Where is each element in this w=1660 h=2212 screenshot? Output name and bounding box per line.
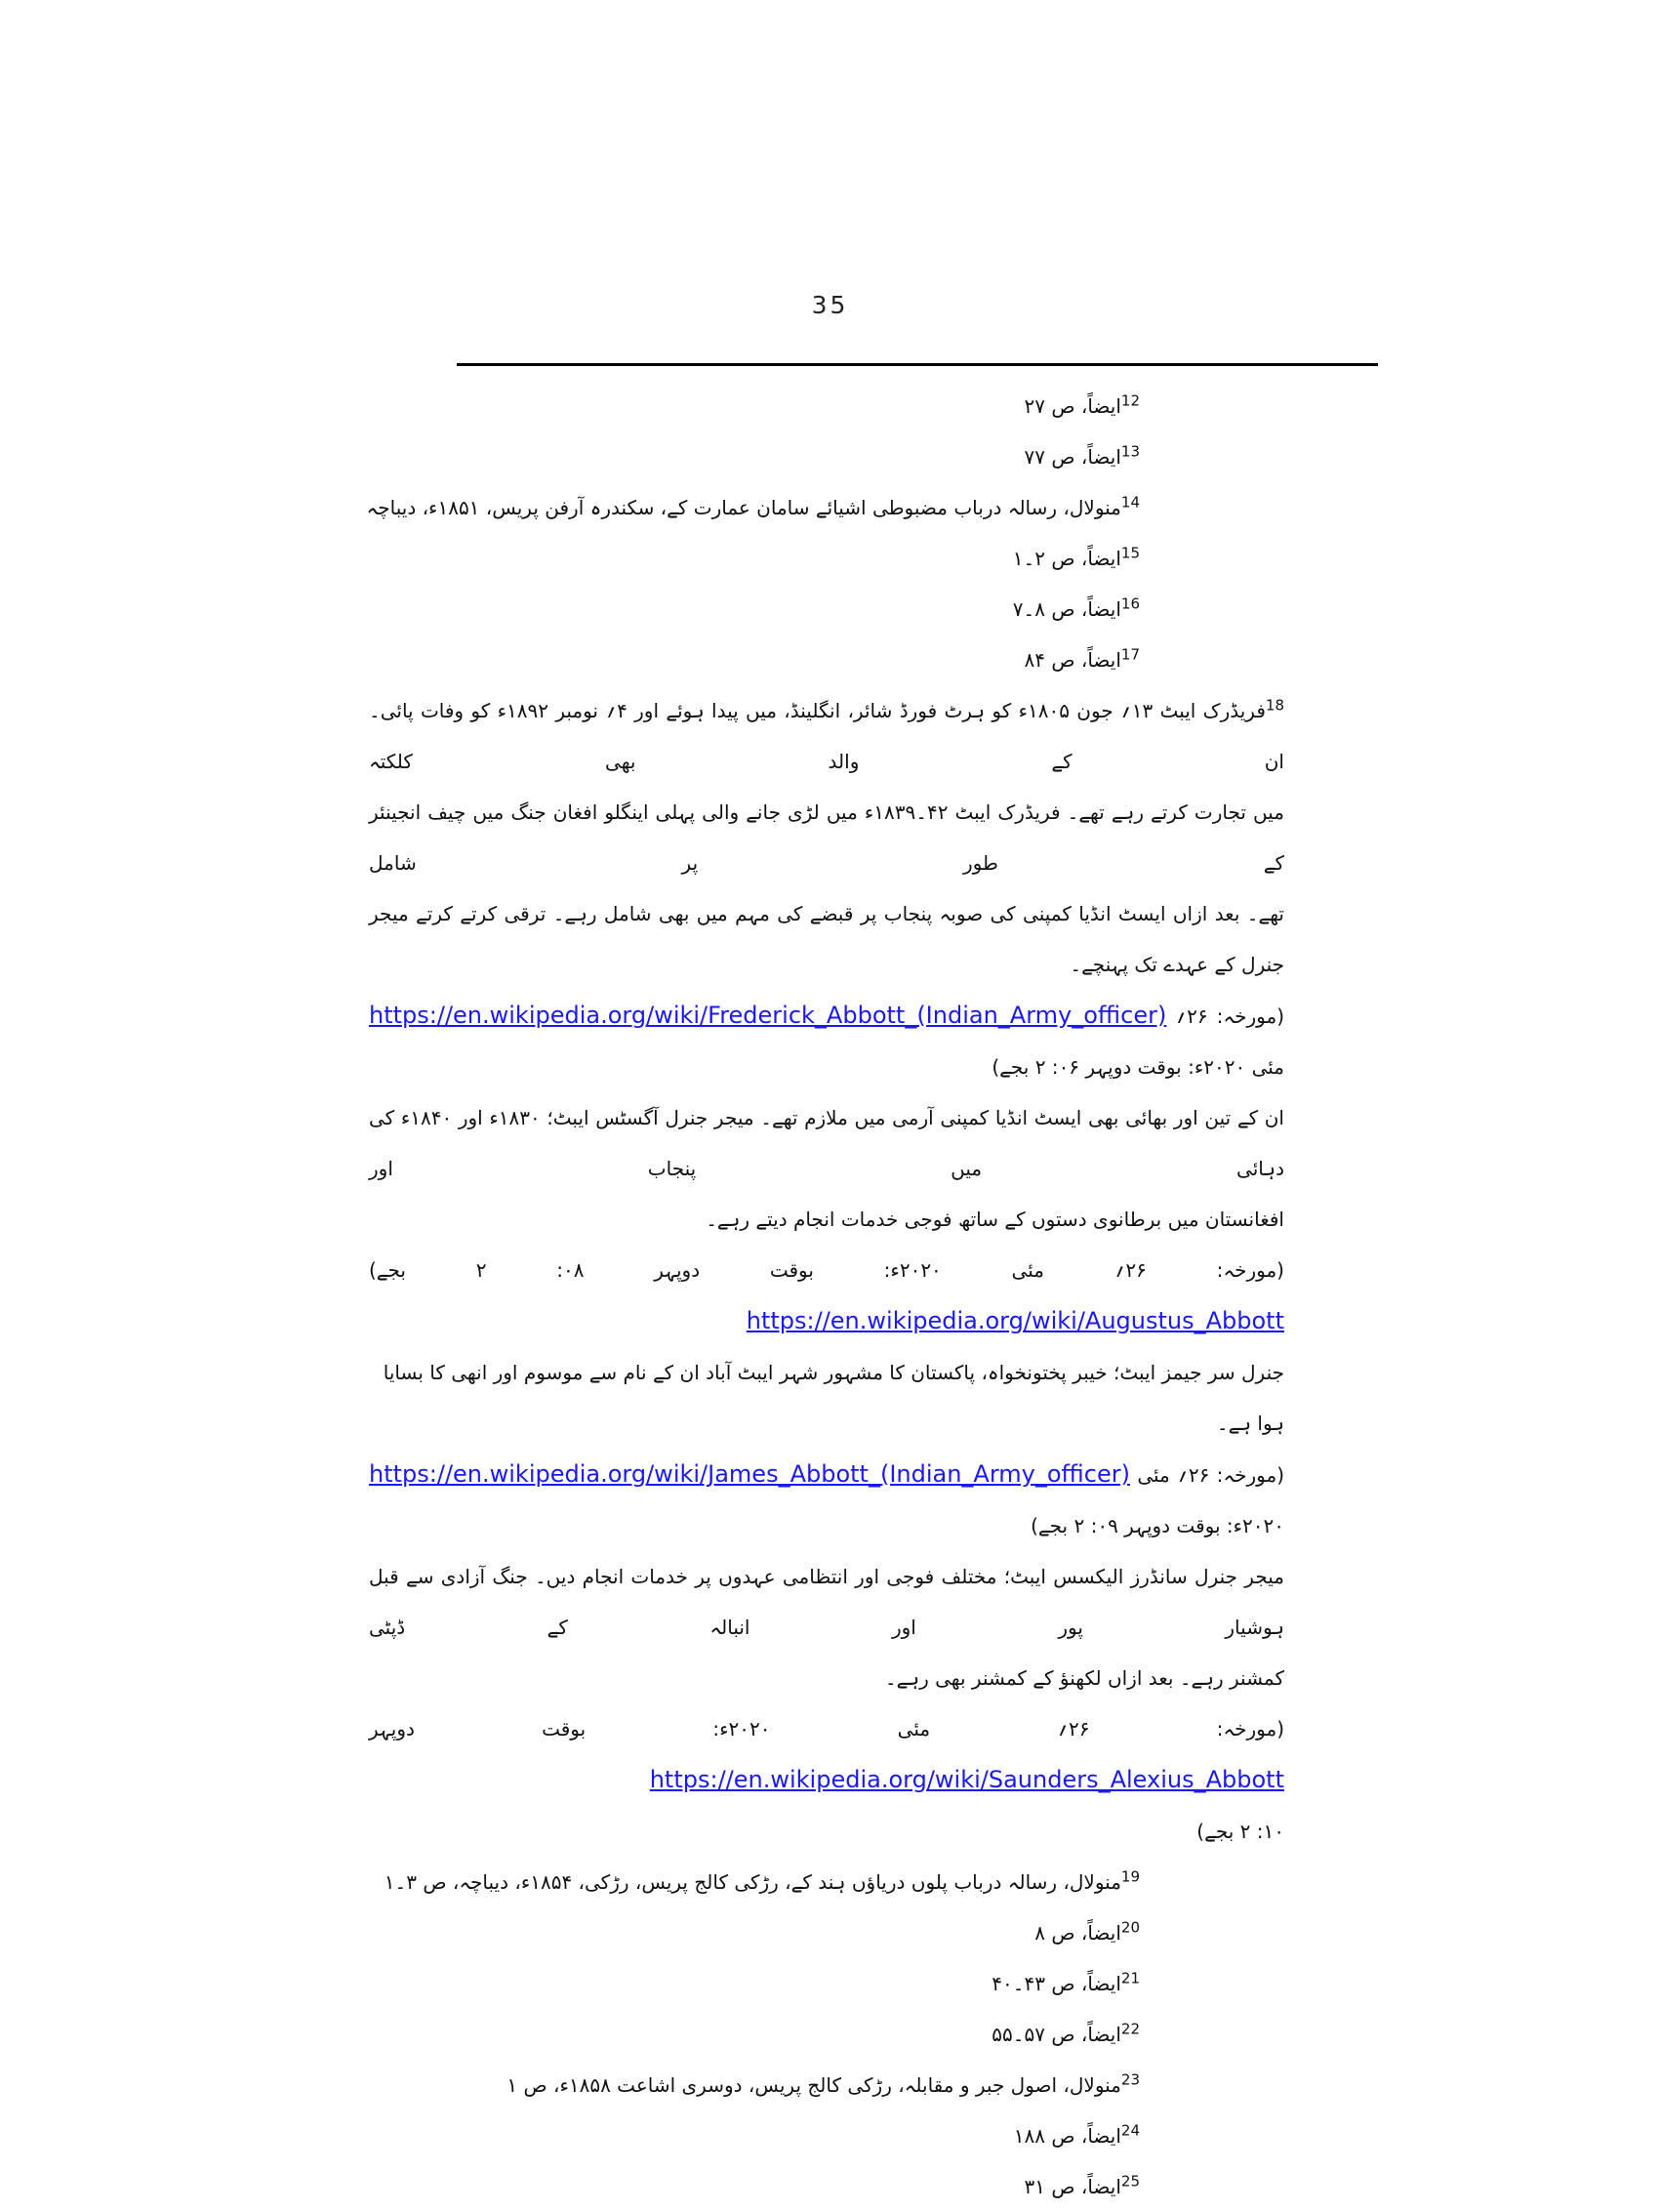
- footnotes: [366, 381, 1285, 2212]
- footnote-13: [369, 431, 1284, 482]
- footnote-20: [369, 1907, 1284, 1958]
- access-date: مئی ۲۰۲۰ء: بوقت دوپہر ۰۶: ۲ بجے): [992, 1055, 1284, 1079]
- access-date: (مورخہ: ۲۶؍: [1175, 1004, 1284, 1028]
- footnote-24: [369, 2110, 1284, 2161]
- footnote-line: جنرل سر جیمز ایبٹ؛ خیبر پختونخواہ، پاکستان کا مشہور شہر ایبٹ آباد ان کے نام سے موسوم اور انھی کا بسایا ہوا ہے۔: [383, 1361, 1284, 1435]
- footnote-text: فریڈرک ایبٹ ۱۳؍ جون ۱۸۰۵ء کو ہرٹ فورڈ شائر، انگلینڈ، میں پیدا ہوئے اور ۴؍ نومبر ۱۸۹۲ء کو وفات پائی۔ ان کے والد بھی کلکتہ: [369, 699, 1284, 773]
- footnote-18: [369, 685, 1284, 1092]
- footnote-line: تھے۔ بعد ازاں ایسٹ انڈیا کمپنی کی صوبہ پنجاب پر قبضے کی مہم میں بھی شامل رہے۔ ترقی کرتے کرتے میجر جنرل کے عہدے تک پہنچے۔: [369, 902, 1284, 976]
- footnote-15: [369, 533, 1284, 584]
- footnote-23: [369, 2060, 1284, 2110]
- footnote-12: [369, 381, 1284, 431]
- access-date: ۱۰: ۲ بجے): [1196, 1820, 1284, 1843]
- footnote-text: منولال، اصول جبر و مقابلہ، رڑکی کالج پریس، دوسری اشاعت ۱۸۵۸ء، ص ۱: [506, 2073, 1121, 2097]
- footnote-line: [369, 685, 1284, 787]
- wiki-link-frederick[interactable]: https://en.wikipedia.org/wiki/Frederick_Abbott_(Indian_Army_officer): [369, 1002, 1167, 1029]
- note-james: [369, 1347, 1284, 1551]
- footnote-number: 12: [1120, 391, 1140, 410]
- footnote-number: 20: [1120, 1918, 1140, 1937]
- footnote-17: [369, 635, 1284, 685]
- footnote-link-line: [369, 1703, 1284, 1806]
- footnote-16: [369, 584, 1284, 635]
- footnote-text: ایضاً، ص ۸۔۷: [1012, 597, 1121, 621]
- wiki-link-saunders[interactable]: https://en.wikipedia.org/wiki/Saunders_Alexius_Abbott: [649, 1766, 1284, 1793]
- footnote-text: ایضاً، ص ۳۱: [1024, 2175, 1121, 2198]
- footnote-number: 17: [1120, 645, 1140, 664]
- footnote-number: 23: [1120, 2070, 1140, 2089]
- footnote-link-line: [369, 1449, 1284, 1500]
- footnote-number: 15: [1120, 544, 1140, 562]
- footnote-text: ایضاً، ص ۲۷: [1024, 394, 1121, 418]
- note-augustus: [369, 1092, 1284, 1347]
- footnote-line: میجر جنرل سانڈرز الیکسس ایبٹ؛ مختلف فوجی اور انتظامی عہدوں پر خدمات انجام دیں۔ جنگ آزادی سے قبل ہوشیار پور اور انبالہ کے ڈپٹی: [369, 1565, 1284, 1639]
- access-date: (مورخہ: ۲۶؍ مئی ۲۰۲۰ء: بوقت دوپہر ۰۸: ۲ بجے): [369, 1258, 1284, 1282]
- footnote-number: 24: [1120, 2121, 1140, 2140]
- footnote-22: [369, 2009, 1284, 2060]
- footnote-14: [366, 482, 1284, 533]
- footnote-link-line: [369, 990, 1284, 1042]
- footnote-text: ایضاً، ص ۱۸۸: [1013, 2124, 1121, 2148]
- footnote-number: 22: [1120, 2020, 1140, 2038]
- footnote-number: 21: [1120, 1969, 1140, 1987]
- footnote-text: ایضاً، ص ۵۷۔۵۵: [992, 2023, 1121, 2046]
- wiki-link-james[interactable]: https://en.wikipedia.org/wiki/James_Abbott_(Indian_Army_officer): [369, 1460, 1130, 1488]
- wiki-link-augustus[interactable]: https://en.wikipedia.org/wiki/Augustus_Abbott: [746, 1307, 1284, 1334]
- footnote-text: ایضاً، ص ۴۳۔۴۰: [992, 1972, 1121, 1995]
- footnote-text: ایضاً، ص ۲۔۱: [1012, 547, 1121, 570]
- footnote-text: منولال، رسالہ درباب مضبوطی اشیائے سامان عمارت کے، سکندرہ آرفن پریس، ۱۸۵۱ء، دیباچہ: [366, 496, 1121, 519]
- footnote-link-line: [369, 1245, 1284, 1347]
- footnote-19: [369, 1857, 1284, 1907]
- footnote-line: کمشنر رہے۔ بعد ازاں لکھنؤ کے کمشنر بھی رہے۔: [884, 1666, 1284, 1690]
- note-saunders: [369, 1551, 1284, 1857]
- footnote-25: [369, 2161, 1284, 2212]
- footnote-line: ان کے تین اور بھائی بھی ایسٹ انڈیا کمپنی آرمی میں ملازم تھے۔ میجر جنرل آگسٹس ایبٹ؛ ۱۸۳۰ء اور ۱۸۴۰ء کی دہائی میں پنجاب اور: [369, 1106, 1284, 1180]
- page-number: 35: [811, 291, 849, 319]
- footnote-number: 25: [1120, 2172, 1140, 2191]
- footnote-text: منولال، رسالہ درباب پلوں دریاؤں ہند کے، رڑکی کالج پریس، رڑکی، ۱۸۵۴ء، دیباچہ، ص ۳۔۱: [384, 1870, 1121, 1894]
- access-date: ۲۰۲۰ء: بوقت دوپہر ۰۹: ۲ بجے): [1031, 1514, 1284, 1537]
- footnote-number: 18: [1265, 696, 1284, 715]
- access-date: (مورخہ: ۲۶؍ مئی ۲۰۲۰ء: بوقت دوپہر: [369, 1717, 1284, 1741]
- footnote-text: ایضاً، ص ۷۷: [1024, 445, 1121, 469]
- access-date: (مورخہ: ۲۶؍ مئی: [1137, 1463, 1285, 1487]
- footnote-number: 16: [1120, 594, 1140, 613]
- footnote-21: [369, 1958, 1284, 2009]
- footnote-number: 14: [1120, 493, 1140, 512]
- footnote-line: افغانستان میں برطانوی دستوں کے ساتھ فوجی خدمات انجام دیتے رہے۔: [706, 1208, 1284, 1231]
- footnote-text: ایضاً، ص ۸: [1034, 1921, 1121, 1945]
- footnote-number: 13: [1120, 442, 1140, 461]
- footnote-text: ایضاً، ص ۸۴: [1024, 648, 1121, 672]
- footnote-line: میں تجارت کرتے رہے تھے۔ فریڈرک ایبٹ ۴۲۔۱۸۳۹ء میں لڑی جانے والی پہلی اینگلو افغان جنگ میں چیف انجینئر کے طور پر شامل: [369, 800, 1284, 875]
- footnote-separator: [457, 363, 1378, 366]
- footnote-number: 19: [1120, 1867, 1140, 1886]
